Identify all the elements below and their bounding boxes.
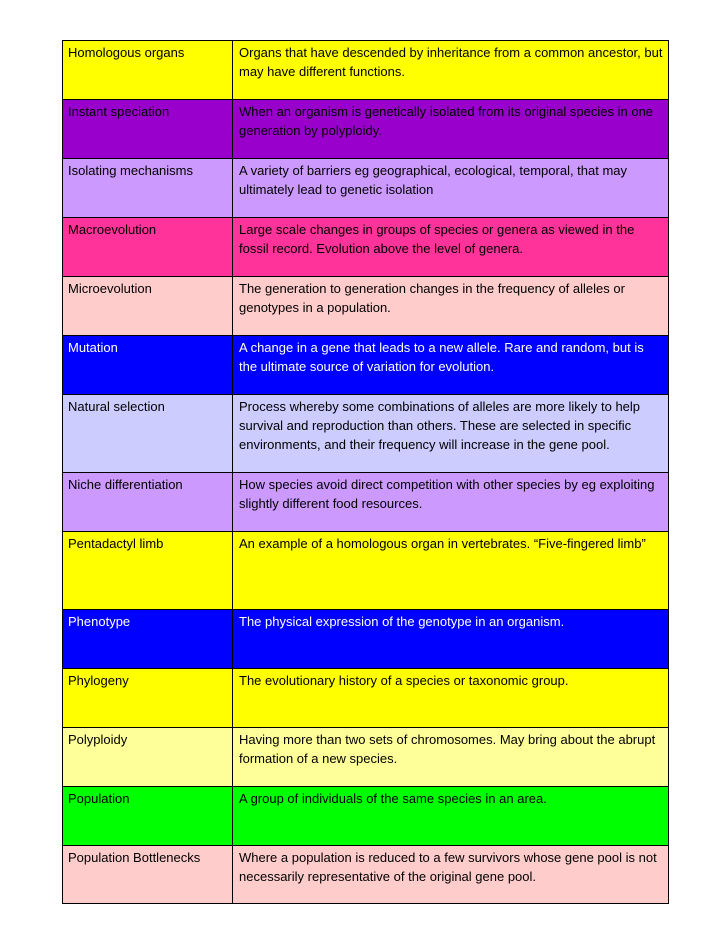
glossary-term: Phylogeny bbox=[63, 669, 233, 728]
glossary-term: Pentadactyl limb bbox=[63, 532, 233, 610]
glossary-definition: Having more than two sets of chromosomes. May bring about the abrupt formation of a new species. bbox=[233, 728, 669, 787]
glossary-row bbox=[63, 336, 669, 395]
glossary-definition: When an organism is genetically isolated from its original species in one generation by polyploidy. bbox=[233, 100, 669, 159]
glossary-term: Homologous organs bbox=[63, 41, 233, 100]
glossary-term: Polyploidy bbox=[63, 728, 233, 787]
glossary-row bbox=[63, 100, 669, 159]
glossary-definition: Organs that have descended by inheritance from a common ancestor, but may have different functions. bbox=[233, 41, 669, 100]
glossary-definition: A change in a gene that leads to a new allele. Rare and random, but is the ultimate source of variation for evolution. bbox=[233, 336, 669, 395]
glossary-definition: Process whereby some combinations of alleles are more likely to help survival and reproduction than others. These are selected in specific environments, and their frequency will increase in the gene pool. bbox=[233, 395, 669, 473]
glossary-row bbox=[63, 787, 669, 846]
glossary-row bbox=[63, 159, 669, 218]
glossary-row bbox=[63, 41, 669, 100]
glossary-row bbox=[63, 473, 669, 532]
glossary-definition: Where a population is reduced to a few survivors whose gene pool is not necessarily representative of the original gene pool. bbox=[233, 846, 669, 904]
glossary-term: Natural selection bbox=[63, 395, 233, 473]
glossary-row bbox=[63, 218, 669, 277]
glossary-definition: The physical expression of the genotype in an organism. bbox=[233, 610, 669, 669]
glossary-term: Phenotype bbox=[63, 610, 233, 669]
glossary-body bbox=[63, 41, 669, 904]
glossary-definition: The generation to generation changes in the frequency of alleles or genotypes in a population. bbox=[233, 277, 669, 336]
glossary-definition: A variety of barriers eg geographical, ecological, temporal, that may ultimately lead to genetic isolation bbox=[233, 159, 669, 218]
glossary-definition: The evolutionary history of a species or taxonomic group. bbox=[233, 669, 669, 728]
glossary-definition: How species avoid direct competition with other species by eg exploiting slightly different food resources. bbox=[233, 473, 669, 532]
glossary-row bbox=[63, 846, 669, 904]
glossary-row bbox=[63, 277, 669, 336]
glossary-definition: A group of individuals of the same species in an area. bbox=[233, 787, 669, 846]
glossary-row bbox=[63, 395, 669, 473]
glossary-row bbox=[63, 728, 669, 787]
glossary-row bbox=[63, 610, 669, 669]
glossary-term: Macroevolution bbox=[63, 218, 233, 277]
glossary-term: Microevolution bbox=[63, 277, 233, 336]
glossary-row bbox=[63, 532, 669, 610]
glossary-definition: An example of a homologous organ in vertebrates. “Five-fingered limb” bbox=[233, 532, 669, 610]
glossary-definition: Large scale changes in groups of species or genera as viewed in the fossil record. Evolution above the level of genera. bbox=[233, 218, 669, 277]
glossary-row bbox=[63, 669, 669, 728]
glossary-term: Population bbox=[63, 787, 233, 846]
glossary-table bbox=[62, 40, 669, 904]
glossary-term: Mutation bbox=[63, 336, 233, 395]
glossary-term: Population Bottlenecks bbox=[63, 846, 233, 904]
glossary-term: Niche differentiation bbox=[63, 473, 233, 532]
glossary-term: Instant speciation bbox=[63, 100, 233, 159]
glossary-term: Isolating mechanisms bbox=[63, 159, 233, 218]
